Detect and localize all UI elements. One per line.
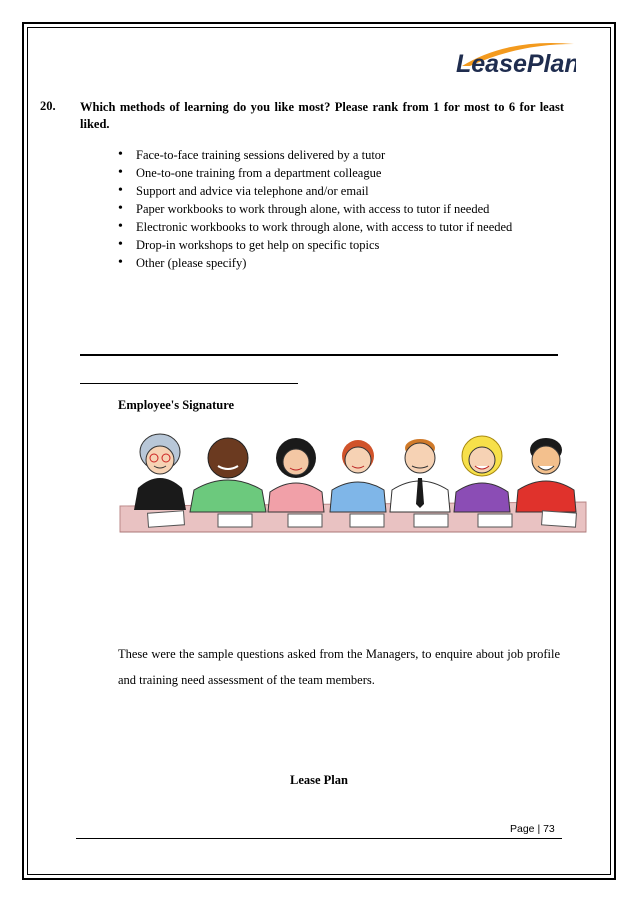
options-list: [118, 146, 512, 272]
bullet-icon: •: [118, 165, 123, 180]
leaseplan-logo: [448, 36, 576, 86]
list-item: • Other (please specify): [118, 255, 247, 270]
question-text: Which methods of learning do you like most? Please rank from 1 for most to 6 for least liked.: [80, 100, 564, 131]
list-item: • One-to-one training from a department colleague: [118, 165, 382, 180]
question-number: 20.: [40, 99, 56, 113]
footer-title: Lease Plan: [290, 773, 348, 787]
team-illustration: [118, 428, 588, 548]
list-item: • Paper workbooks to work through alone, with access to tutor if needed: [118, 201, 490, 216]
list-item: • Face-to-face training sessions delivered by a tutor: [118, 147, 386, 162]
logo-text: LeasePlan: [456, 50, 576, 78]
signature-line: [80, 383, 298, 384]
list-item: • Support and advice via telephone and/or email: [118, 183, 369, 198]
bullet-icon: •: [118, 201, 123, 216]
bullet-icon: •: [118, 237, 123, 252]
answer-line: [80, 354, 558, 356]
bullet-icon: •: [118, 183, 123, 198]
bullet-icon: •: [118, 147, 123, 162]
signature-label: Employee's Signature: [118, 398, 235, 412]
footer-line: [76, 838, 562, 839]
summary-paragraph: These were the sample questions asked from the Managers, to enquire about job profile and training need assessment of the team members.: [118, 647, 560, 687]
list-item: • Electronic workbooks to work through alone, with access to tutor if needed: [118, 219, 513, 234]
bullet-icon: •: [118, 255, 123, 270]
bullet-icon: •: [118, 219, 123, 234]
list-item: • Drop-in workshops to get help on specific topics: [118, 237, 380, 252]
page-number: Page | 73: [510, 823, 555, 835]
